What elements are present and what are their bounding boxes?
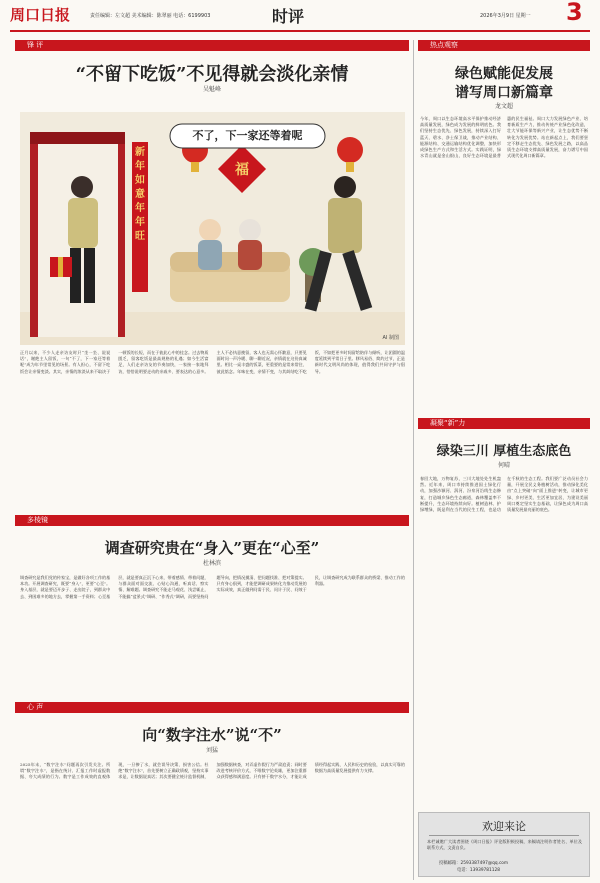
column-label-fengping: 锋 评 (15, 40, 409, 51)
article4-body: 今年，周口以生态环境高水平保护推动经济高质量发展，绿色成为发展的鲜明底色。我们坚持生态优先、绿色发展，持续深入打好蓝天、碧水、净土保卫战，推动产业结构、能源结构、交通运输结构优化调整，加快形成绿色生产方式和生活方式。实践证明，绿水青山就是金山银山，良好生态环境是最普惠的民生福祉。周口大力发展绿色产业、培育新质生产力，推动传统产业绿色化改造，壮大节能环保等新兴产业，让生态优势不断转化为发展优势。站在新起点上，我们要坚定不移走生态优先、绿色发展之路，以高品质生态环境支撑高质量发展，奋力谱写中国式现代化周口新篇章。 (420, 116, 588, 159)
header-rule (10, 30, 590, 32)
email-label: 投稿邮箱： (439, 861, 461, 866)
welcome-box (418, 812, 590, 877)
article5-title: 绿染三川 厚植生态底色 (436, 444, 572, 459)
date-line: 2026年3月9日 星期一 (480, 13, 531, 19)
fu-character: 福 (235, 162, 249, 178)
page-number: 3 (566, 0, 583, 26)
article3-title: 向“数字注水”说“不” (142, 726, 282, 744)
image-caption: AI 制图 (382, 335, 399, 341)
couplet-text: 新年如意年年旺 (135, 147, 145, 242)
column-divider (413, 40, 414, 880)
speech-bubble-text: 不了，下一家还等着呢 (192, 129, 303, 142)
article1-body: 正月以来，不少人走亲访友时只“坐一坐、说说话”，谢绝主人留饭，一句“不了，下一家还等着呢”成为年节里常见的场景。有人担心，不留下吃饭会让亲情变淡。其实，亲情的浓淡从来不取决于一顿饭的长短，而在于彼此心中的挂念。过去物质匮乏，留客吃饭是最高规格的礼遇；如今生活富足，人们走亲访友的节奏加快，一家接一家地拜访，恰恰说明要走动的亲戚多、要表达的心意多。主人不必执意挽留，客人也无需心怀歉意，只要见面时问一声冷暖、聊一聊近况，亲情就在这份真诚里。相比一桌丰盛的饭菜，更重要的是常来常往、彼此惦念。年味在变，亲情不变，与其纠结吃不吃饭，不如把更多时间留给陪伴与倾听，让团圆的温度延续到平常日子里。移风易俗、简约过节，正是新时代文明风尚的体现，值得我们共同守护与倡导。 (20, 350, 405, 374)
phone-number: 13939781128 (469, 868, 500, 873)
column-label-duolengjing: 多棱镜 (15, 515, 409, 526)
article2-body: 调查研究是我们党的传家宝，是做好各项工作的基本功。开展调查研究，既要“身入”，更要“心至”。身入基层，就是要迈开步子、走出院子，到群众中去、到困难多的地方去，掌握第一手资料；心至基层，就是要真正沉下心来，带着感情、带着问题，与群众面对面交流、心贴心沟通，听真话、察实情、解难题。调查研究不能走马观花、浅尝辄止，不能搞“盆景式”调研、“作秀式”调研，而要坚持问题导向，把情况摸清、把问题找准、把对策提实。只有身心俱到，才能把调研成果转化为推动发展的实际成效，真正做到问需于民、问计于民、问效于民，让调查研究成为联系群众的桥梁、推动工作的利器。 (20, 575, 405, 599)
welcome-box-rule (429, 835, 579, 836)
welcome-box-email (439, 860, 508, 866)
article4-title-line1: 绿色赋能促发展 (455, 66, 553, 82)
welcome-box-phone (457, 867, 500, 873)
welcome-box-title: 欢迎来论 (482, 820, 526, 833)
email-link[interactable]: 2593387497@qq.com (460, 861, 509, 866)
article1-title: “不留下吃饭”不见得就会淡化亲情 (75, 64, 349, 85)
article5-body: 春回大地，万物复苏，三川大地处处生机盎然。近年来，周口市持续推进国土绿化行动，加强沙颍河、涡河、汾泉河沿线生态修复，打造城乡绿色生态廊道，森林覆盖率不断提升，生态环境持续向好。植树造林、护绿增绿，既是利在当代的民生工程，也是功在千秋的生态工程。我们要广泛动员社会力量，开展全民义务植树活动，推动绿化美化由“点上突破”向“面上推进”转变，让城市更绿、乡村更美、生活更加宜居，为建设美丽周口奠定坚实生态基础，让绿色成为周口高质量发展最亮丽的底色。 (420, 476, 588, 513)
article4-title-line2: 谱写周口新篇章 (455, 85, 553, 101)
masthead-logo: 周口日报 (10, 6, 71, 24)
column-label-xinsheng: 心 声 (15, 702, 409, 713)
section-title: 时评 (272, 7, 305, 26)
column-label-ningju: 凝聚“新”力 (418, 418, 590, 429)
phone-label: 电话： (457, 868, 470, 873)
column-label-redian: 热点观察 (418, 40, 590, 51)
welcome-box-body: 本栏诚邀广大读者围绕《周口日报》评论版积极投稿，来稿请注明作者姓名、单位及联系方式，文责自负。 (427, 839, 582, 851)
article3-author: 刘猛 (205, 747, 218, 754)
article2-author: 杜林滨 (202, 560, 221, 567)
article1-author: 吴魁峰 (202, 86, 221, 93)
article3-body: 2025年末，“数字注水”问题再次引发关注。所谓“数字注水”，是指在统计、汇报工作时虚报数据、夸大成绩的行为。数字是工作成效的直观体现，一旦掺了水，就会误导决策、损害公信。杜绝“数字注水”，首先要树立正确政绩观，坚持实事求是，让数据说真话；其次要健全统计监督机制，加强数据核查，对弄虚作假行为严肃追责；同时要改进考核评价方式，不唯数字论英雄，更加注重群众获得感和满意度。只有挤干数字水分，才能让成绩经得起实践、人民和历史的检验，以真实可靠的数据为高质量发展提供有力支撑。 (20, 762, 405, 780)
article4-author: 龙文超 (494, 103, 513, 110)
editor-line: 责任编辑：左文超 美术编辑：陈翠丽 电话：6199903 (90, 13, 211, 19)
article5-author: 何晴 (497, 462, 510, 469)
article1-illustration (20, 112, 405, 345)
article2-title: 调查研究贵在“身入”更在“心至” (104, 539, 320, 557)
